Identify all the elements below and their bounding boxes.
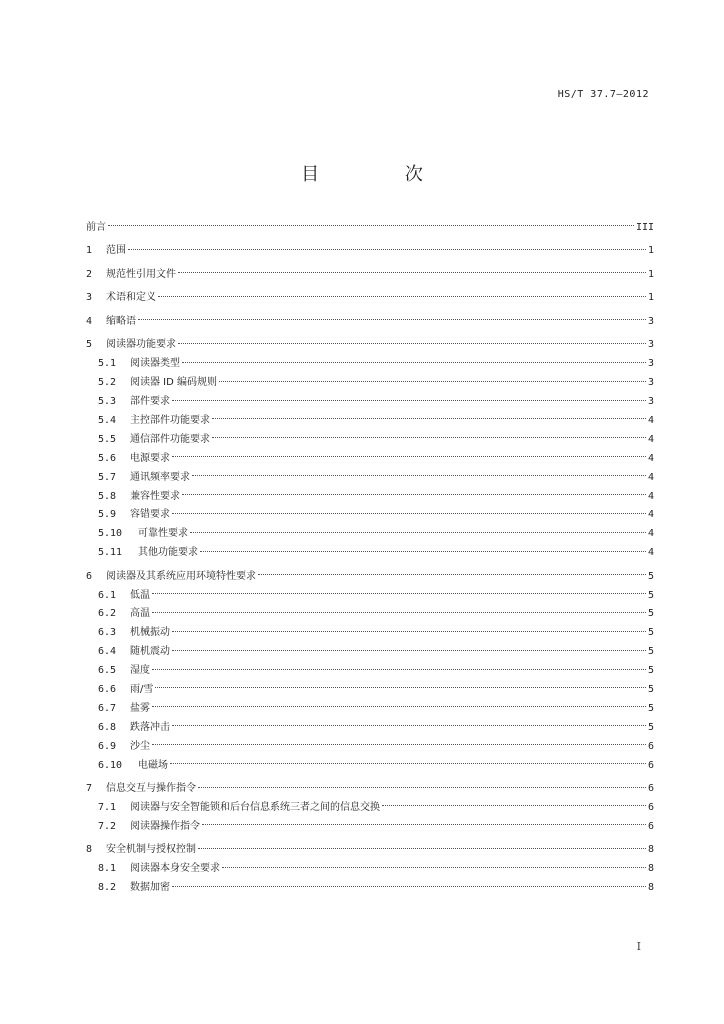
toc-entry-label: 跌落冲击 (130, 721, 170, 733)
toc-entry-label: 电磁场 (138, 759, 168, 771)
toc-entry-label: 阅读器操作指令 (130, 820, 200, 832)
toc-entry[interactable] (86, 624, 654, 643)
toc-entry-page: 5 (647, 646, 654, 658)
toc-dot-leader (222, 866, 646, 868)
toc-entry[interactable] (86, 841, 654, 860)
toc-dot-leader (202, 823, 646, 825)
toc-dot-leader (152, 592, 646, 594)
toc-entry-page: 3 (647, 377, 654, 389)
toc-entry-number: 3 (86, 292, 93, 304)
toc-entry[interactable] (86, 719, 654, 738)
toc-dot-leader (192, 474, 646, 476)
toc-entry-page: 1 (647, 292, 654, 304)
toc-dot-leader (152, 668, 646, 670)
toc-entry[interactable] (86, 525, 654, 544)
toc-entry-label: 部件要求 (130, 396, 170, 408)
toc-dot-leader (128, 248, 646, 250)
toc-entry-label: 范围 (106, 245, 126, 257)
toc-dot-leader (219, 380, 646, 382)
toc-entry-label: 雨/雪 (130, 684, 154, 696)
toc-entry-page: 3 (647, 396, 654, 408)
toc-dot-leader (182, 493, 646, 495)
toc-entry[interactable] (86, 450, 654, 469)
toc-entry[interactable] (86, 681, 654, 700)
toc-entry-number: 5.1 (98, 358, 117, 370)
toc-dot-leader (182, 361, 646, 363)
toc-dot-leader (198, 786, 646, 788)
toc-dot-leader (190, 531, 646, 533)
toc-entry-number: 4 (86, 315, 93, 327)
toc-entry-number: 5 (86, 339, 93, 351)
toc-entry-number: 5.9 (98, 509, 117, 521)
toc-entry-number: 6.7 (98, 702, 117, 714)
toc-entry-label: 通信部件功能要求 (130, 433, 210, 445)
toc-entry[interactable] (86, 242, 654, 261)
toc-entry-label: 阅读器 ID 编码规则 (130, 377, 218, 389)
toc-entry-label: 通讯频率要求 (130, 471, 190, 483)
toc-entry-number: 6 (86, 570, 93, 582)
toc-entry-number: 6.3 (98, 627, 117, 639)
toc-entry[interactable] (86, 799, 654, 818)
toc-entry-number: 5.5 (98, 433, 117, 445)
toc-entry-number: 6.5 (98, 665, 117, 677)
toc-entry[interactable] (86, 780, 654, 799)
toc-entry[interactable] (86, 336, 654, 355)
toc-dot-leader (138, 318, 646, 320)
toc-entry-number: 6.1 (98, 589, 117, 601)
toc-entry-label: 湿度 (130, 665, 150, 677)
toc-entry-label: 阅读器本身安全要求 (130, 863, 220, 875)
toc-entry-page: 6 (647, 801, 654, 813)
toc-entry-label: 沙尘 (130, 740, 150, 752)
toc-entry-label: 信息交互与操作指令 (106, 783, 196, 795)
toc-entry-number: 5.11 (98, 547, 123, 559)
toc-entry-page: 6 (647, 740, 654, 752)
toc-entry-label: 规范性引用文件 (106, 268, 176, 280)
toc-entry-label: 阅读器与安全智能锁和后台信息系统三者之间的信息交换 (130, 801, 380, 813)
toc-entry[interactable] (86, 469, 654, 488)
toc-entry[interactable] (86, 412, 654, 431)
toc-entry-page: 8 (647, 882, 654, 894)
toc-dot-leader (200, 550, 646, 552)
toc-entry[interactable] (86, 544, 654, 563)
toc-entry-page: 5 (647, 627, 654, 639)
toc-dot-leader (382, 804, 646, 806)
toc-entry-label: 阅读器及其系统应用环境特性要求 (106, 570, 256, 582)
toc-entry-page: 8 (647, 863, 654, 875)
toc-entry-label: 盐雾 (130, 702, 150, 714)
toc-entry-number: 5.3 (98, 396, 117, 408)
toc-dot-leader (212, 417, 646, 419)
toc-dot-leader (152, 705, 646, 707)
toc-entry-page: 5 (647, 608, 654, 620)
toc-dot-leader (172, 649, 646, 651)
toc-entry-number: 5.7 (98, 471, 117, 483)
toc-entry-number: 6.2 (98, 608, 117, 620)
toc-dot-leader (152, 743, 646, 745)
toc-dot-leader (212, 436, 646, 438)
toc-dot-leader (172, 630, 646, 632)
toc-entry[interactable] (86, 266, 654, 285)
toc-entry-page: 5 (647, 570, 654, 582)
toc-entry-page: 4 (647, 528, 654, 540)
toc-dot-leader (172, 455, 646, 457)
toc-entry-label: 容错要求 (130, 509, 170, 521)
toc-entry[interactable] (86, 313, 654, 332)
toc-entry[interactable] (86, 374, 654, 393)
toc-entry-page: 4 (647, 433, 654, 445)
toc-entry-page: 6 (647, 783, 654, 795)
toc-entry-label: 电源要求 (130, 452, 170, 464)
toc-entry-page: 5 (647, 702, 654, 714)
toc-entry-label: 安全机制与授权控制 (106, 844, 196, 856)
toc-dot-leader (155, 686, 646, 688)
toc-entry[interactable] (86, 818, 654, 837)
toc-entry-label: 低温 (130, 589, 150, 601)
toc-entry-page: 4 (647, 471, 654, 483)
toc-entry-number: 5.6 (98, 452, 117, 464)
toc-entry-page: 5 (647, 684, 654, 696)
toc-entry-label: 数据加密 (130, 882, 170, 894)
toc-dot-leader (152, 611, 646, 613)
toc-entry[interactable] (86, 662, 654, 681)
toc-entry-page: 4 (647, 452, 654, 464)
toc-dot-leader (172, 399, 646, 401)
toc-entry-page: III (635, 222, 654, 233)
toc-entry[interactable] (86, 860, 654, 879)
standard-code: HS/T 37.7—2012 (557, 89, 649, 100)
page-title: 目 次 (301, 164, 463, 185)
toc-entry[interactable] (86, 700, 654, 719)
toc-entry-page: 4 (647, 414, 654, 426)
toc-entry-page: 4 (647, 490, 654, 502)
toc-entry-page: 8 (647, 844, 654, 856)
toc-entry-number: 5.8 (98, 490, 117, 502)
toc-entry-label: 兼容性要求 (130, 490, 180, 502)
toc-dot-leader (258, 573, 646, 575)
toc-entry[interactable] (86, 605, 654, 624)
toc-entry-label: 阅读器功能要求 (106, 339, 176, 351)
toc-entry[interactable] (86, 757, 654, 776)
toc-entry[interactable] (86, 738, 654, 757)
toc-dot-leader (158, 295, 646, 297)
page-number: I (636, 940, 641, 953)
toc-entry-number: 2 (86, 268, 93, 280)
toc-entry[interactable] (86, 643, 654, 662)
toc-entry-number: 5.2 (98, 377, 117, 389)
toc-entry-label: 其他功能要求 (138, 547, 198, 559)
toc-entry[interactable] (86, 289, 654, 308)
toc-entry[interactable] (86, 587, 654, 606)
toc-entry-label: 主控部件功能要求 (130, 414, 210, 426)
toc-entry-number: 6.6 (98, 684, 117, 696)
toc-entry[interactable] (86, 879, 654, 898)
table-of-contents (86, 219, 654, 898)
toc-entry[interactable] (86, 431, 654, 450)
toc-entry-number: 7.2 (98, 820, 117, 832)
toc-entry-label: 随机震动 (130, 646, 170, 658)
toc-entry-page: 3 (647, 315, 654, 327)
toc-entry-label: 机械振动 (130, 627, 170, 639)
toc-entry-number: 7.1 (98, 801, 117, 813)
toc-entry-label: 缩略语 (106, 315, 136, 327)
toc-dot-leader (178, 342, 646, 344)
toc-dot-leader (170, 762, 646, 764)
toc-entry[interactable] (86, 568, 654, 587)
toc-entry-label: 阅读器类型 (130, 358, 180, 370)
toc-entry-page: 4 (647, 509, 654, 521)
toc-entry-page: 1 (647, 245, 654, 257)
toc-dot-leader (172, 512, 646, 514)
toc-entry-page: 4 (647, 547, 654, 559)
toc-dot-leader (172, 724, 646, 726)
toc-dot-leader (108, 224, 634, 226)
toc-entry-label: 前言 (86, 222, 106, 233)
toc-entry-number: 6.10 (98, 759, 123, 771)
toc-entry-number: 8.2 (98, 882, 117, 894)
toc-entry-label: 术语和定义 (106, 292, 156, 304)
toc-entry-page: 5 (647, 721, 654, 733)
toc-entry-page: 6 (647, 759, 654, 771)
toc-entry-number: 6.4 (98, 646, 117, 658)
toc-entry-number: 5.10 (98, 528, 123, 540)
toc-entry[interactable] (86, 355, 654, 374)
toc-entry-number: 8 (86, 844, 93, 856)
toc-entry-number: 1 (86, 245, 93, 257)
toc-dot-leader (198, 847, 646, 849)
toc-entry-number: 5.4 (98, 414, 117, 426)
toc-entry-page: 1 (647, 268, 654, 280)
toc-entry-label: 可靠性要求 (138, 528, 188, 540)
toc-entry-number: 6.8 (98, 721, 117, 733)
toc-entry-page: 3 (647, 339, 654, 351)
toc-entry[interactable] (86, 506, 654, 525)
toc-entry-label: 高温 (130, 608, 150, 620)
toc-entry[interactable] (86, 488, 654, 507)
toc-dot-leader (172, 885, 646, 887)
toc-entry-page: 5 (647, 589, 654, 601)
toc-entry-number: 7 (86, 783, 93, 795)
toc-entry[interactable] (86, 393, 654, 412)
toc-entry-number: 6.9 (98, 740, 117, 752)
toc-entry-number: 8.1 (98, 863, 117, 875)
toc-entry-page: 6 (647, 820, 654, 832)
toc-dot-leader (178, 271, 646, 273)
toc-entry-page: 5 (647, 665, 654, 677)
toc-entry-page: 3 (647, 358, 654, 370)
toc-entry[interactable] (86, 219, 654, 238)
